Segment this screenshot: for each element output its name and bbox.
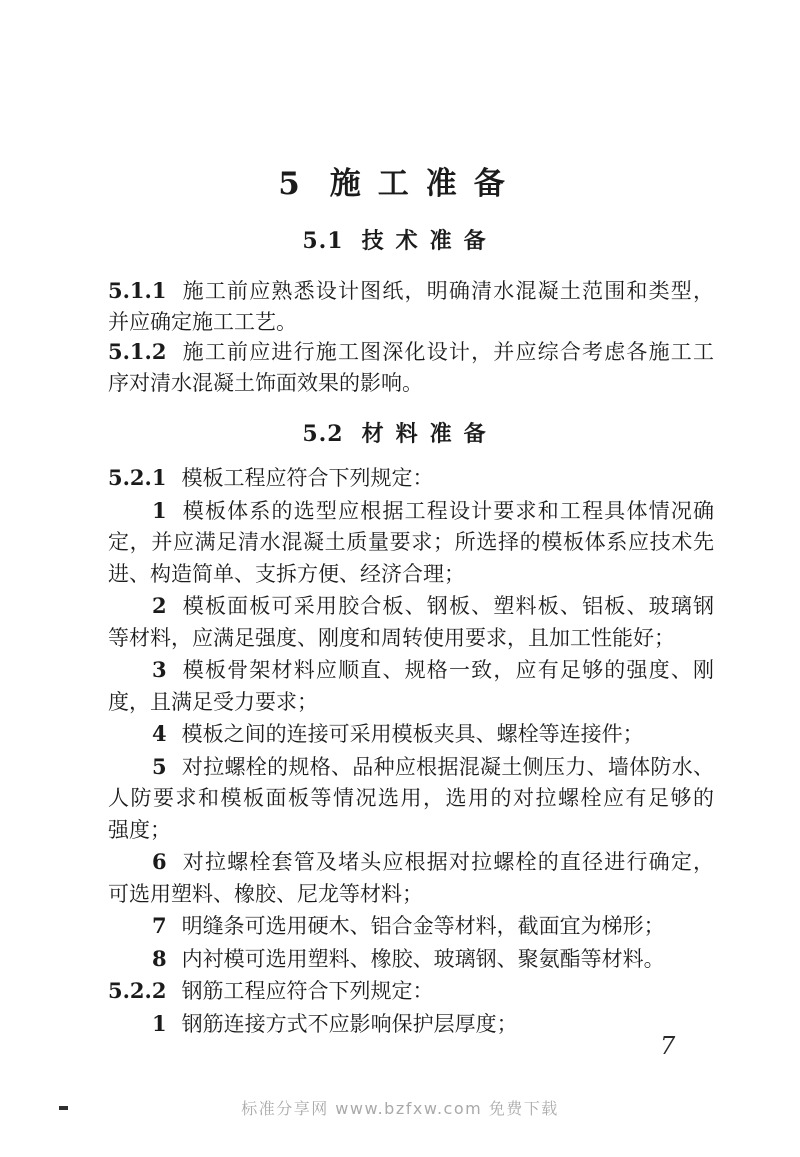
item-number: 1 [152,1010,167,1036]
section-title: 技术准备 [361,228,498,254]
text-line [108,975,714,1008]
line-text: 模板体系的选型应根据工程设计要求和工程具体情况确 [181,498,714,523]
line-text: 内衬模可选用塑料、橡胶、玻璃钢、聚氨酯等材料。 [181,946,665,971]
chapter-number: 5 [278,166,300,202]
line-text: 模板骨架材料应顺直、规格一致，应有足够的强度、刚 [181,658,714,682]
line-text: 对拉螺栓套管及堵头应根据对拉螺栓的直径进行确定， [181,850,714,874]
line-text: 模板之间的连接可采用模板夹具、螺栓等连接件； [181,722,644,746]
clause-number: 5.1.1 [108,278,167,303]
text-line [108,943,714,976]
text-line [108,462,714,495]
line-text: 并应确定施工工艺。 [108,309,297,334]
section-heading-5-1 [0,224,800,255]
line-text: 模板工程应符合下列规定： [181,466,434,490]
text-line [108,368,714,399]
section-5-2-body [108,462,714,1040]
line-text: 度，且满足受力要求； [108,689,318,714]
text-line [108,846,714,879]
text-line [108,718,714,751]
section-number: 5.1 [302,228,344,254]
item-number: 6 [152,849,167,874]
line-text: 钢筋连接方式不应影响保护层厚度； [181,1011,518,1036]
text-line [108,879,714,911]
text-line [108,654,714,687]
line-text: 明缝条可选用硬木、铝合金等材料，截面宜为梯形； [181,914,665,938]
text-line [108,559,714,591]
section-title: 材料准备 [361,421,498,447]
text-line [108,276,714,307]
line-text: 施工前应熟悉设计图纸，明确清水混凝土范围和类型， [181,279,714,303]
item-number: 7 [152,913,167,938]
chapter-title: 施工准备 [329,166,522,202]
clause-number: 5.2.2 [108,978,167,1003]
text-line [108,495,714,528]
text-line [108,307,714,338]
text-line [108,751,714,784]
line-text: 进、构造简单、支拆方便、经济合理； [108,561,465,586]
scan-dash-mark [59,1106,68,1110]
line-text: 等材料，应满足强度、刚度和周转使用要求，且加工性能好； [108,625,675,650]
line-text: 钢筋工程应符合下列规定： [181,979,434,1003]
line-text: 强度； [108,817,171,842]
section-number: 5.2 [302,421,344,447]
text-line [108,527,714,559]
line-text: 模板面板可采用胶合板、钢板、塑料板、铝板、玻璃钢 [181,594,714,618]
page-number: 7 [660,1032,676,1060]
footer-watermark: 标准分享网 www.bzfxw.com 免费下载 [241,1099,559,1118]
text-line [108,623,714,655]
section-5-1-body [108,276,714,398]
line-text: 人防要求和模板面板等情况选用，选用的对拉螺栓应有足够的 [108,786,714,810]
line-text: 施工前应进行施工图深化设计，并应综合考虑各施工工 [181,340,714,364]
text-line [108,687,714,719]
line-text: 定，并应满足清水混凝土质量要求；所选择的模板体系应技术先 [108,530,714,554]
line-text: 可选用塑料、橡胶、尼龙等材料； [108,881,423,906]
item-number: 8 [152,945,167,971]
item-number: 1 [152,497,167,523]
item-number: 2 [152,593,167,618]
line-text: 序对清水混凝土饰面效果的影响。 [108,370,423,395]
chapter-heading [0,158,800,203]
text-line [108,783,714,815]
text-line [108,815,714,847]
clause-number: 5.1.2 [108,339,167,364]
text-line [108,1008,714,1041]
text-line [108,590,714,623]
item-number: 4 [152,721,167,746]
text-line [108,910,714,943]
section-heading-5-2 [0,417,800,448]
line-text: 对拉螺栓的规格、品种应根据混凝土侧压力、墙体防水、 [181,754,714,779]
item-number: 5 [152,753,167,779]
item-number: 3 [152,657,167,682]
clause-number: 5.2.1 [108,465,167,490]
text-line [108,337,714,368]
